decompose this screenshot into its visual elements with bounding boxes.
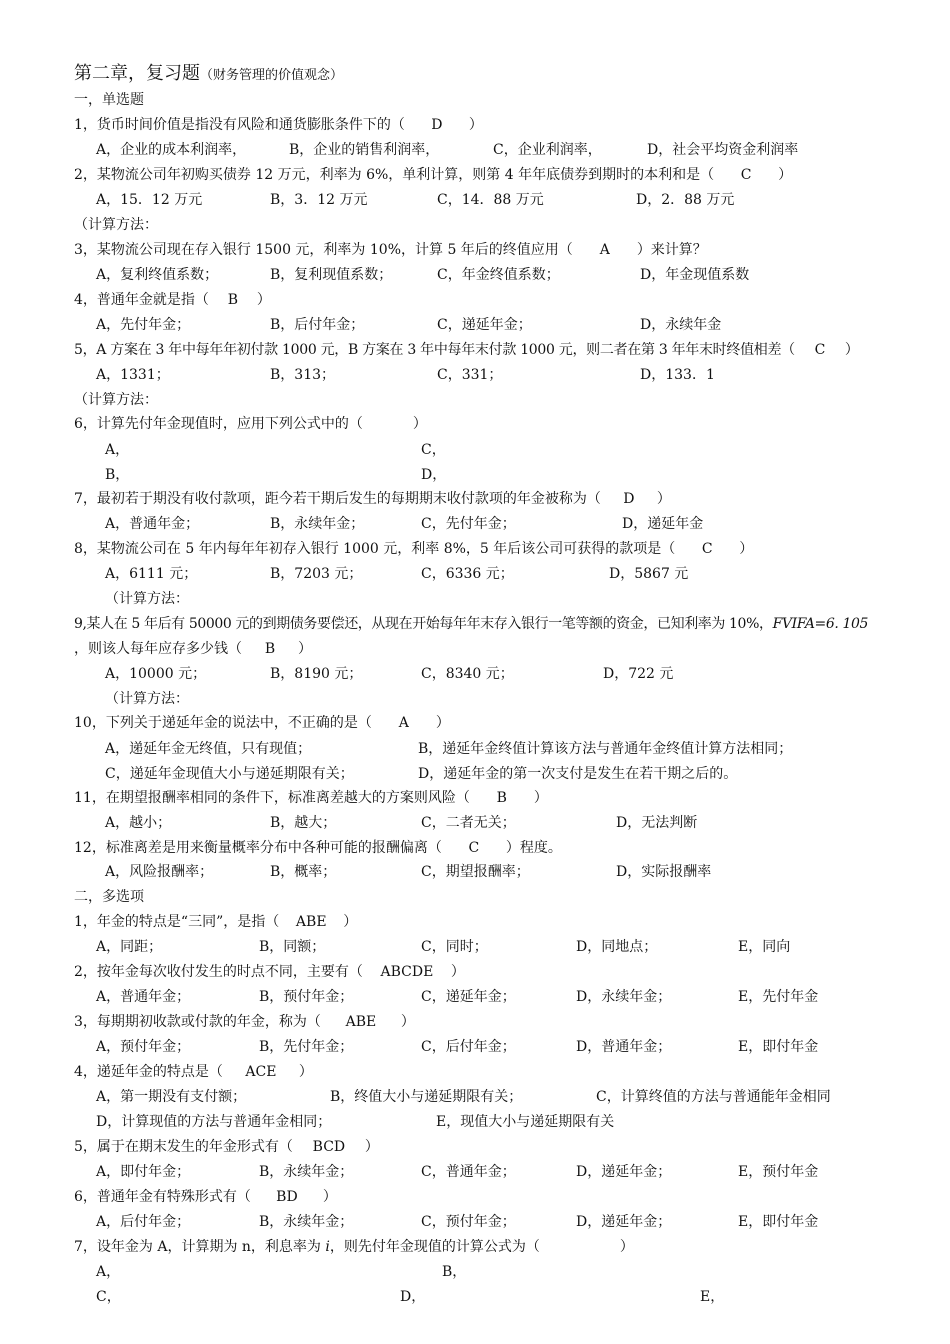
option-c: C，普通年金； [421, 1164, 516, 1180]
option-a: A，10000 元； [105, 666, 207, 682]
option-d: D， [400, 1289, 426, 1305]
calculation-note: （计算方法： [74, 392, 158, 408]
option-d: D，递延年金； [576, 1214, 672, 1230]
option-b: B，7203 元； [270, 566, 363, 582]
option-a: A， [105, 442, 130, 458]
option-c: C， [421, 442, 446, 458]
answer: ABE [295, 914, 327, 930]
option-c: C，14．88 万元 [437, 192, 544, 208]
formula: FVIFA=6. 105 [772, 616, 868, 632]
option-a: A，普通年金； [105, 516, 200, 532]
answer: C [701, 541, 713, 557]
multi-question-5: 5，属于在期末发生的年金形式有（ BCD ） [74, 1139, 379, 1155]
calculation-note: （计算方法： [74, 217, 158, 233]
question-9-continued: ，则该人每年应存多少钱（ B ） [74, 641, 312, 657]
option-e: E，同向 [738, 939, 791, 955]
question-11: 11，在期望报酬率相同的条件下，标准离差越大的方案则风险（ B ） [74, 790, 548, 806]
question-8: 8，某物流公司在 5 年内每年年初存入银行 1000 元，利率 8%，5 年后该公司可获得的款项是（ C ） [74, 541, 754, 557]
option-a: A，企业的成本利润率， [96, 142, 247, 158]
option-c: C，递延年金； [421, 989, 516, 1005]
option-a: A，越小； [105, 815, 172, 831]
option-b: B，概率； [270, 864, 337, 880]
option-c: C，递延年金现值大小与递延期限有关； [105, 766, 354, 782]
question-5: 5，A 方案在 3 年中每年年初付款 1000 元，B 方案在 3 年中每年末付款 1000 元，则二者在第 3 年年末时终值相差（ C ） [74, 342, 859, 358]
answer: B [264, 641, 276, 657]
answer: A [599, 242, 610, 258]
answer: A [398, 715, 409, 731]
option-a: A，递延年金无终值，只有现值； [105, 741, 312, 757]
option-c: C，331； [437, 367, 503, 383]
calculation-note: （计算方法： [105, 691, 189, 707]
answer: B [496, 790, 507, 806]
option-a: A，1331； [96, 367, 170, 383]
calculation-note: （计算方法： [105, 591, 189, 607]
answer: ACE [245, 1064, 277, 1080]
option-b: B，永续年金； [259, 1164, 354, 1180]
option-a: A，风险报酬率； [105, 864, 214, 880]
option-b: B，复利现值系数； [270, 267, 393, 283]
option-d: D，社会平均资金利润率 [647, 142, 799, 158]
option-d: D，实际报酬率 [616, 864, 712, 880]
option-d: D，无法判断 [616, 815, 698, 831]
question-6: 6，计算先付年金现值时，应用下列公式中的（ ） [74, 416, 427, 432]
chapter-title-main: 第二章，复习题 [74, 63, 200, 84]
option-c: C，期望报酬率； [421, 864, 530, 880]
option-c: C，后付年金； [421, 1039, 516, 1055]
option-c: C，同时； [421, 939, 488, 955]
option-b: B，递延年金终值计算该方法与普通年金终值计算方法相同； [418, 741, 793, 757]
option-a: A，复利终值系数； [96, 267, 219, 283]
option-d: D，133．1 [640, 367, 715, 383]
option-a: A，先付年金； [96, 317, 191, 333]
option-d: D，递延年金的第一次支付是发生在若干期之后的。 [418, 766, 738, 782]
option-d: D，同地点； [576, 939, 658, 955]
option-c: C，6336 元； [421, 566, 514, 582]
option-b: B，3．12 万元 [270, 192, 368, 208]
option-d: D，5867 元 [609, 566, 689, 582]
option-b: B，终值大小与递延期限有关； [330, 1089, 523, 1105]
option-e: E， [700, 1289, 725, 1305]
option-e: E，现值大小与递延期限有关 [436, 1114, 615, 1130]
option-e: E，即付年金 [738, 1039, 819, 1055]
option-d: D，递延年金； [576, 1164, 672, 1180]
multi-question-6: 6，普通年金有特殊形式有（ BD ） [74, 1189, 337, 1205]
chapter-title-sub: （财务管理的价值观念） [200, 68, 344, 83]
option-c: C，先付年金； [421, 516, 516, 532]
question-2: 2，某物流公司年初购买债券 12 万元，利率为 6%，单利计算，则第 4 年年底债券到期时的本利和是（ C ） [74, 167, 793, 183]
option-d: D，递延年金 [622, 516, 704, 532]
option-c: C，企业利润率， [493, 142, 602, 158]
question-9: 9,某人在 5 年后有 50000 元的到期债务要偿还，从现在开始每年年末存入银行一笔等额的资金，已知利率为 10%，FVIFA=6. 105 [74, 616, 868, 632]
option-b: B，永续年金； [259, 1214, 354, 1230]
option-b: B，后付年金； [270, 317, 365, 333]
answer: C [468, 840, 480, 856]
option-c: C，计算终值的方法与普通能年金相同 [596, 1089, 831, 1105]
option-c: C，预付年金； [421, 1214, 516, 1230]
option-b: B，企业的销售利润率， [289, 142, 440, 158]
option-c: C，递延年金； [437, 317, 532, 333]
answer: C [740, 167, 752, 183]
question-3: 3，某物流公司现在存入银行 1500 元，利率为 10%，计算 5 年后的终值应用（ A ）来计算？ [74, 242, 707, 258]
option-a: A，即付年金； [96, 1164, 191, 1180]
option-a: A，预付年金； [96, 1039, 191, 1055]
option-b: B，永续年金； [270, 516, 365, 532]
option-a: A，同距； [96, 939, 163, 955]
chapter-title [74, 64, 343, 86]
option-e: E，先付年金 [738, 989, 819, 1005]
answer: D [431, 117, 443, 133]
multi-question-1: 1，年金的特点是“三同”，是指（ ABE ） [74, 914, 358, 930]
option-b: B， [442, 1264, 467, 1280]
answer: B [227, 292, 239, 308]
option-b: B， [105, 467, 130, 483]
section-heading-multiple-choice: 二，多选项 [74, 889, 144, 905]
answer: BD [276, 1189, 298, 1205]
question-10: 10，下列关于递延年金的说法中，不正确的是（ A ） [74, 715, 450, 731]
question-4: 4，普通年金就是指（ B ） [74, 292, 271, 308]
option-d: D，永续年金； [576, 989, 672, 1005]
option-c: C， [96, 1289, 121, 1305]
option-a: A，6111 元； [105, 566, 198, 582]
option-d: D，年金现值系数 [640, 267, 750, 283]
option-b: B，越大； [270, 815, 337, 831]
option-e: E，即付年金 [738, 1214, 819, 1230]
option-c: C，二者无关； [421, 815, 516, 831]
option-d: D，计算现值的方法与普通年金相同； [96, 1114, 332, 1130]
question-1: 1，货币时间价值是指没有风险和通货膨胀条件下的（ D ） [74, 117, 483, 133]
option-c: C，年金终值系数； [437, 267, 560, 283]
option-c: C，8340 元； [421, 666, 514, 682]
option-d: D，普通年金； [576, 1039, 672, 1055]
option-a: A，第一期没有支付额； [96, 1089, 247, 1105]
option-a: A， [96, 1264, 121, 1280]
answer: ABE [345, 1014, 377, 1030]
multi-question-7: 7，设年金为 A，计算期为 n，利息率为 i，则先付年金现值的计算公式为（ ） [74, 1239, 634, 1255]
option-b: B，预付年金； [259, 989, 354, 1005]
option-a: A，普通年金； [96, 989, 191, 1005]
option-e: E，预付年金 [738, 1164, 819, 1180]
option-b: B，8190 元； [270, 666, 363, 682]
answer: ABCDE [380, 964, 434, 980]
multi-question-4: 4，递延年金的特点是（ ACE ） [74, 1064, 313, 1080]
interest-variable: i [325, 1239, 330, 1255]
question-12: 12，标准离差是用来衡量概率分布中各种可能的报酬偏离（ C ）程度。 [74, 840, 562, 856]
option-a: A，后付年金； [96, 1214, 191, 1230]
answer: C [814, 342, 826, 358]
answer: D [623, 491, 635, 507]
option-d: D， [421, 467, 447, 483]
option-b: B，同额； [259, 939, 326, 955]
option-b: B，313； [270, 367, 336, 383]
option-d: D，2．88 万元 [636, 192, 735, 208]
answer: BCD [312, 1139, 346, 1155]
multi-question-2: 2，按年金每次收付发生的时点不同，主要有（ ABCDE ） [74, 964, 465, 980]
option-b: B，先付年金； [259, 1039, 354, 1055]
option-a: A，15．12 万元 [96, 192, 203, 208]
section-heading-single-choice: 一，单选题 [74, 92, 144, 108]
question-7: 7，最初若于期没有收付款项，距今若干期后发生的每期期末收付款项的年金被称为（ D ） [74, 491, 671, 507]
option-d: D，722 元 [603, 666, 674, 682]
multi-question-3: 3，每期期初收款或付款的年金，称为（ ABE ） [74, 1014, 415, 1030]
option-d: D，永续年金 [640, 317, 722, 333]
